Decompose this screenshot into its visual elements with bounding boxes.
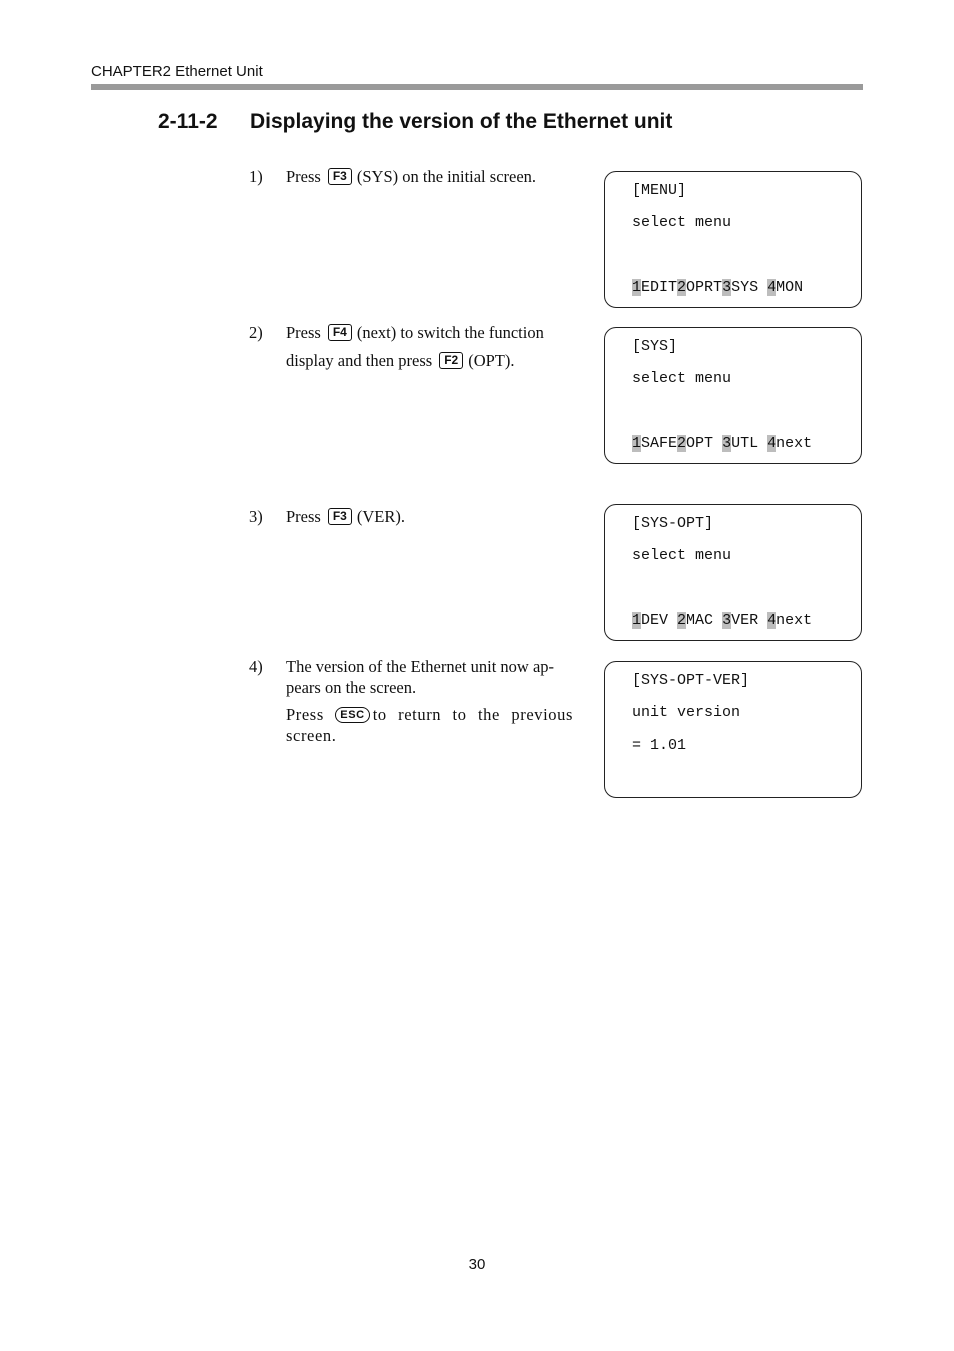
step-number: 1) [249,167,263,186]
step-text-part: Press [286,705,324,724]
function-label: MON [776,279,804,296]
step-text-part: to return to the previous screen. [286,705,573,745]
page-number: 30 [468,1256,486,1273]
step-paragraph: The version of the Ethernet unit now ap-pears on the screen. [286,657,555,697]
step-text-part: Press [286,167,321,186]
function-digit: 4 [767,279,777,296]
function-digit: 1 [632,612,642,629]
function-label: DEV [641,612,678,629]
function-label: next [776,435,813,452]
step-number: 3) [249,507,263,526]
f3-key: F3 [328,508,352,525]
function-label: OPT [686,435,723,452]
screen-title: [SYS-OPT] [632,515,714,532]
function-label: VER [731,612,768,629]
step-text-part: Press [286,507,321,526]
lcd-screen-sys-opt [604,504,862,641]
function-item [677,435,722,452]
function-digit: 3 [722,279,732,296]
f3-key: F3 [328,168,352,185]
function-label: SYS [731,279,768,296]
function-item [677,279,722,296]
section-heading [158,110,672,134]
step-number: 2) [249,323,263,342]
step-text-part: (SYS) on the initial screen. [356,167,537,186]
lcd-screen-menu [604,171,862,308]
step-text [286,503,573,531]
function-label: EDIT [641,279,678,296]
lcd-screen-sys-opt-ver [604,661,862,798]
step-text [286,656,573,746]
step-text-part: (next) to switch the function display and then press [286,323,544,370]
function-item [632,435,677,452]
lcd-screen-sys [604,327,862,464]
function-digit: 3 [722,435,732,452]
function-digit: 2 [677,279,687,296]
step-number: 4) [249,657,263,676]
function-digit: 2 [677,612,687,629]
function-key-row [632,435,812,452]
function-label: OPRT [686,279,723,296]
screen-prompt: unit version [632,704,741,721]
version-value: = 1.01 [632,737,687,754]
f2-key: F2 [439,352,463,369]
function-key-row [632,279,803,296]
esc-key: ESC [335,707,369,723]
function-item [632,612,677,629]
function-item [722,612,767,629]
function-digit: 4 [767,612,777,629]
step-text-part: (VER). [356,507,405,526]
function-digit: 1 [632,279,642,296]
step-paragraph [286,704,573,746]
header-rule [91,84,863,90]
screen-title: [SYS-OPT-VER] [632,672,750,689]
function-digit: 3 [722,612,732,629]
step-text [286,163,573,191]
screen-prompt: select menu [632,547,732,564]
section-title: Displaying the version of the Ethernet unit [250,110,673,133]
f4-key: F4 [328,324,352,341]
function-item [677,612,722,629]
function-digit: 1 [632,435,642,452]
step-text-part: Press [286,323,321,342]
function-label: next [776,612,813,629]
step-text [286,319,573,375]
function-item [722,279,767,296]
function-label: UTL [731,435,768,452]
function-item [767,435,812,452]
function-item [722,435,767,452]
function-item [632,279,677,296]
function-item [767,612,812,629]
function-label: SAFE [641,435,678,452]
screen-title: [MENU] [632,182,687,199]
chapter-header: CHAPTER2 Ethernet Unit [91,63,263,80]
function-digit: 2 [677,435,687,452]
section-number: 2-11-2 [158,110,218,133]
screen-prompt: select menu [632,214,732,231]
function-key-row [632,612,812,629]
screen-title: [SYS] [632,338,678,355]
function-digit: 4 [767,435,777,452]
function-label: MAC [686,612,723,629]
function-item [767,279,803,296]
step-text-part: (OPT). [468,351,515,370]
screen-prompt: select menu [632,370,732,387]
